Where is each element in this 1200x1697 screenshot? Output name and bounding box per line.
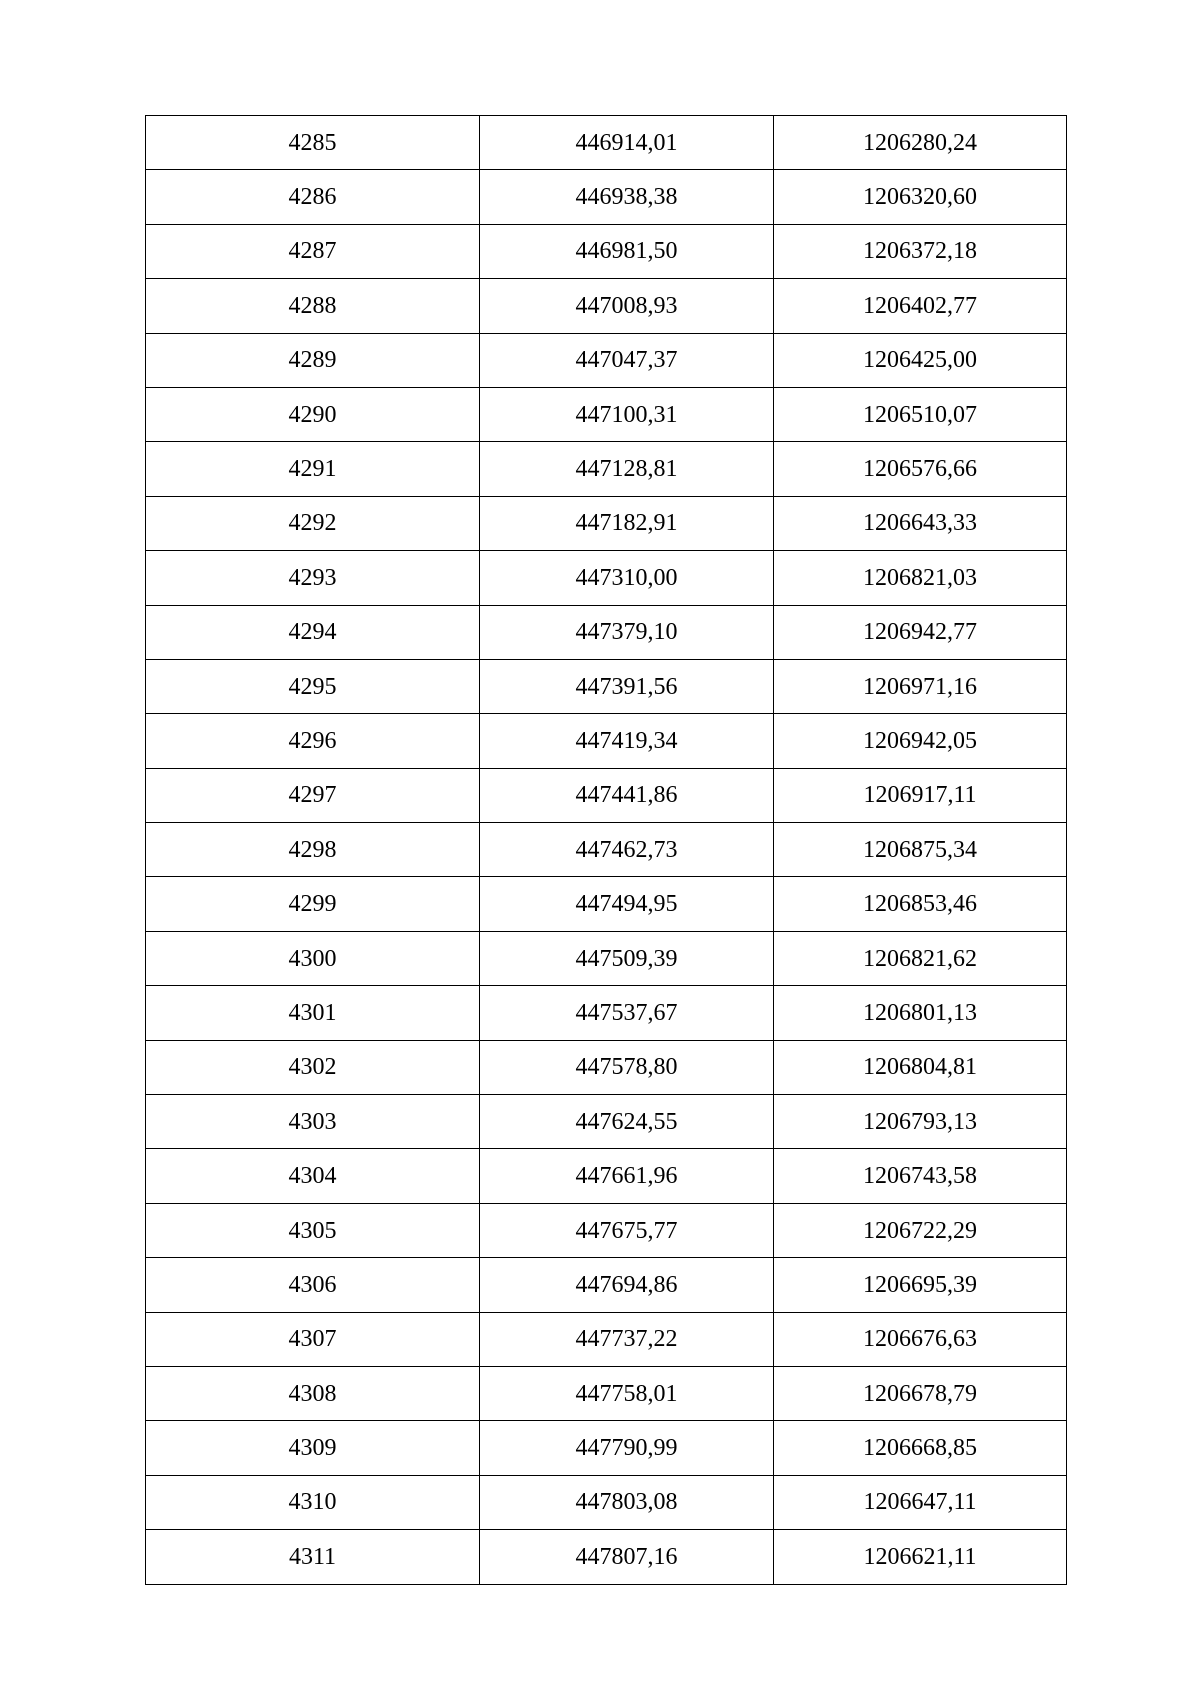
table-row [146,768,1067,822]
table-row [146,333,1067,387]
x-coordinate-cell: 447737,22 [480,1312,774,1366]
y-coordinate-cell: 1206942,05 [774,714,1067,768]
y-coordinate-cell: 1206875,34 [774,823,1067,877]
table-row [146,1475,1067,1529]
x-coordinate-cell: 446938,38 [480,170,774,224]
x-coordinate-cell: 447441,86 [480,768,774,822]
point-number-cell: 4306 [146,1258,480,1312]
y-coordinate-cell: 1206917,11 [774,768,1067,822]
table-row [146,931,1067,985]
y-coordinate-cell: 1206821,62 [774,931,1067,985]
table-row [146,877,1067,931]
table-row [146,224,1067,278]
x-coordinate-cell: 446914,01 [480,116,774,170]
y-coordinate-cell: 1206804,81 [774,1040,1067,1094]
x-coordinate-cell: 446981,50 [480,224,774,278]
y-coordinate-cell: 1206643,33 [774,496,1067,550]
point-number-cell: 4303 [146,1095,480,1149]
x-coordinate-cell: 447182,91 [480,496,774,550]
point-number-cell: 4285 [146,116,480,170]
point-number-cell: 4310 [146,1475,480,1529]
y-coordinate-cell: 1206971,16 [774,659,1067,713]
x-coordinate-cell: 447661,96 [480,1149,774,1203]
y-coordinate-cell: 1206821,03 [774,551,1067,605]
table-row [146,1366,1067,1420]
point-number-cell: 4288 [146,279,480,333]
table-row [146,116,1067,170]
point-number-cell: 4300 [146,931,480,985]
y-coordinate-cell: 1206280,24 [774,116,1067,170]
y-coordinate-cell: 1206510,07 [774,387,1067,441]
y-coordinate-cell: 1206425,00 [774,333,1067,387]
y-coordinate-cell: 1206621,11 [774,1530,1067,1584]
y-coordinate-cell: 1206695,39 [774,1258,1067,1312]
point-number-cell: 4290 [146,387,480,441]
table-row [146,823,1067,877]
table-row [146,1312,1067,1366]
point-number-cell: 4289 [146,333,480,387]
y-coordinate-cell: 1206722,29 [774,1203,1067,1257]
x-coordinate-cell: 447694,86 [480,1258,774,1312]
x-coordinate-cell: 447758,01 [480,1366,774,1420]
x-coordinate-cell: 447803,08 [480,1475,774,1529]
y-coordinate-cell: 1206743,58 [774,1149,1067,1203]
table-row [146,986,1067,1040]
y-coordinate-cell: 1206676,63 [774,1312,1067,1366]
point-number-cell: 4292 [146,496,480,550]
x-coordinate-cell: 447391,56 [480,659,774,713]
table-row [146,1149,1067,1203]
point-number-cell: 4297 [146,768,480,822]
table-row [146,714,1067,768]
y-coordinate-cell: 1206793,13 [774,1095,1067,1149]
table-row [146,551,1067,605]
x-coordinate-cell: 447537,67 [480,986,774,1040]
point-number-cell: 4307 [146,1312,480,1366]
x-coordinate-cell: 447419,34 [480,714,774,768]
table-row [146,1095,1067,1149]
point-number-cell: 4301 [146,986,480,1040]
y-coordinate-cell: 1206402,77 [774,279,1067,333]
x-coordinate-cell: 447624,55 [480,1095,774,1149]
x-coordinate-cell: 447790,99 [480,1421,774,1475]
x-coordinate-cell: 447494,95 [480,877,774,931]
x-coordinate-cell: 447578,80 [480,1040,774,1094]
x-coordinate-cell: 447807,16 [480,1530,774,1584]
point-number-cell: 4304 [146,1149,480,1203]
table-row [146,1258,1067,1312]
table-row [146,442,1067,496]
table-row [146,387,1067,441]
y-coordinate-cell: 1206576,66 [774,442,1067,496]
y-coordinate-cell: 1206647,11 [774,1475,1067,1529]
x-coordinate-cell: 447128,81 [480,442,774,496]
y-coordinate-cell: 1206801,13 [774,986,1067,1040]
coordinates-table [145,115,1067,1585]
point-number-cell: 4296 [146,714,480,768]
x-coordinate-cell: 447310,00 [480,551,774,605]
table-row [146,170,1067,224]
point-number-cell: 4305 [146,1203,480,1257]
x-coordinate-cell: 447379,10 [480,605,774,659]
x-coordinate-cell: 447675,77 [480,1203,774,1257]
point-number-cell: 4299 [146,877,480,931]
point-number-cell: 4309 [146,1421,480,1475]
y-coordinate-cell: 1206942,77 [774,605,1067,659]
point-number-cell: 4293 [146,551,480,605]
point-number-cell: 4298 [146,823,480,877]
x-coordinate-cell: 447509,39 [480,931,774,985]
table-row [146,1040,1067,1094]
y-coordinate-cell: 1206853,46 [774,877,1067,931]
table-row [146,659,1067,713]
x-coordinate-cell: 447047,37 [480,333,774,387]
point-number-cell: 4287 [146,224,480,278]
point-number-cell: 4308 [146,1366,480,1420]
y-coordinate-cell: 1206372,18 [774,224,1067,278]
y-coordinate-cell: 1206320,60 [774,170,1067,224]
x-coordinate-cell: 447462,73 [480,823,774,877]
table-row [146,605,1067,659]
point-number-cell: 4291 [146,442,480,496]
point-number-cell: 4286 [146,170,480,224]
x-coordinate-cell: 447008,93 [480,279,774,333]
y-coordinate-cell: 1206668,85 [774,1421,1067,1475]
point-number-cell: 4302 [146,1040,480,1094]
point-number-cell: 4294 [146,605,480,659]
y-coordinate-cell: 1206678,79 [774,1366,1067,1420]
coordinates-table-body [146,116,1067,1585]
table-row [146,496,1067,550]
table-row [146,279,1067,333]
table-row [146,1530,1067,1584]
table-row [146,1203,1067,1257]
point-number-cell: 4311 [146,1530,480,1584]
table-row [146,1421,1067,1475]
x-coordinate-cell: 447100,31 [480,387,774,441]
point-number-cell: 4295 [146,659,480,713]
